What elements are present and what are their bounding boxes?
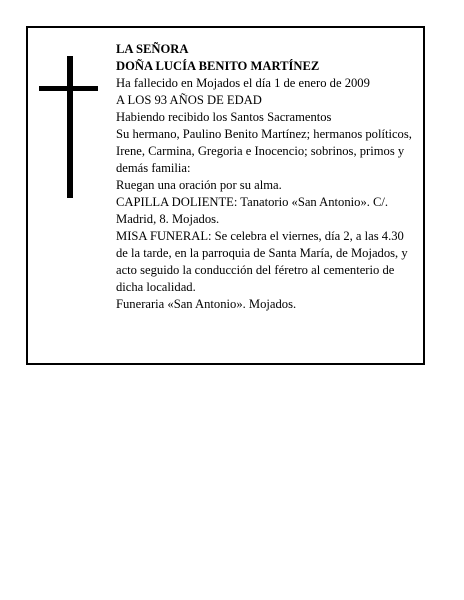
chapel-text: CAPILLA DOLIENTE: Tanatorio «San Antonio». C/. Madrid, 8. Mojados. bbox=[116, 195, 389, 226]
notice-text-block bbox=[116, 41, 416, 313]
prayer-line: Ruegan una oración por su alma. bbox=[116, 178, 282, 192]
family-text: Su hermano, Paulino Benito Martínez; hermanos políticos, Irene, Carmina, Gregoria e Inocencio; sobrinos, primos y demás familia: bbox=[116, 127, 412, 175]
cross-vertical-bar bbox=[67, 56, 73, 198]
deceased-name: DOÑA LUCÍA BENITO MARTÍNEZ bbox=[116, 59, 320, 73]
cross-horizontal-bar bbox=[39, 86, 98, 91]
sacraments-line: Habiendo recibido los Santos Sacramentos bbox=[116, 110, 332, 124]
death-line: Ha fallecido en Mojados el día 1 de enero de 2009 bbox=[116, 76, 370, 90]
notice-title: LA SEÑORA bbox=[116, 42, 189, 56]
funeral-text: MISA FUNERAL: Se celebra el viernes, día 2, a las 4.30 de la tarde, en la parroquia de Santa María, de Mojados, y acto seguido la conducción del féretro al cementerio de dicha localidad. bbox=[116, 229, 408, 294]
age-line: A LOS 93 AÑOS DE EDAD bbox=[116, 93, 262, 107]
funeral-home: Funeraria «San Antonio». Mojados. bbox=[116, 297, 297, 311]
obituary-notice bbox=[26, 26, 425, 365]
